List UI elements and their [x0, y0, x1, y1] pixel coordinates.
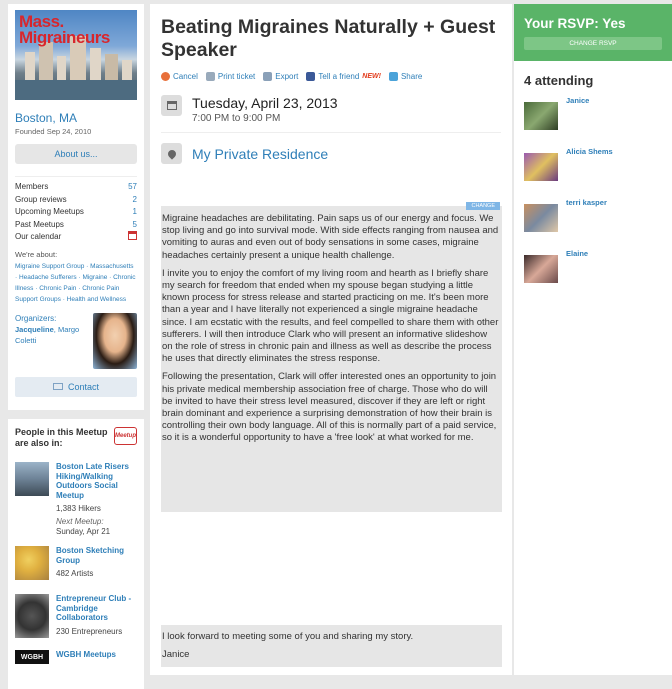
stat-value: 2	[132, 194, 137, 204]
description-paragraph: Following the presentation, Clark will offer interested ones an opportunity to join his private medical membership association free of charge. Those who do will be invited to have their stress level measured, discover if they are left or right brain dominant and experience a surprising demonstration of how their brain is controlling their own body language. All of this is normally part of a paid service, so it is a wonderful opportunity to have a 'free look' at what worked for me.	[162, 371, 497, 444]
export-icon	[263, 72, 272, 81]
event-description	[161, 203, 502, 512]
suggested-group-count: 230 Entrepreneurs	[56, 626, 123, 636]
change-rsvp-button[interactable]: CHANGE RSVP	[524, 37, 662, 50]
stat-label: Our calendar	[15, 232, 62, 241]
print-icon	[206, 72, 215, 81]
attendee-item[interactable]	[514, 249, 672, 300]
share-action[interactable]	[389, 72, 422, 81]
people-also-in-card	[8, 419, 144, 689]
twitter-icon	[389, 72, 398, 81]
logo-text: Mass. Migraineurs	[19, 12, 110, 47]
contact-button[interactable]	[15, 377, 137, 397]
closing-line: I look forward to meeting some of you and sharing my story.	[162, 631, 414, 642]
rsvp-column	[514, 4, 672, 675]
change-description-button[interactable]: CHANGE	[466, 202, 500, 210]
event-location	[161, 143, 501, 164]
cancel-action[interactable]	[161, 72, 198, 81]
stat-upcoming[interactable]	[15, 206, 137, 219]
avatar[interactable]	[524, 102, 558, 130]
attendee-item[interactable]	[514, 198, 672, 249]
facebook-icon	[306, 72, 315, 81]
mail-icon	[53, 383, 63, 390]
next-meetup-label: Next Meetup:	[56, 517, 104, 526]
group-thumbnail[interactable]	[15, 594, 49, 638]
meetup-logo: Meetup	[114, 427, 137, 445]
stat-value: 57	[128, 182, 137, 191]
event-title: Beating Migraines Naturally + Guest Speaker	[161, 16, 496, 61]
rsvp-status: Your RSVP: Yes	[524, 16, 626, 31]
event-actions	[161, 72, 501, 81]
suggested-group[interactable]	[15, 546, 137, 580]
description-paragraph: I invite you to enjoy the comfort of my living room and hearth as I briefly share my search for freedom that ended when my spouse began studying a little known process for stress release and started practicing on me. It's been more than a year and I have literally not experienced a single migraine headache since. I am ecstatic with the results, and feel compelled to share them with other sufferers. I will then introduce Clark who will present an informative slideshow on the role of stress in chronic pain and illness as well as describe the process he uses that directly eliminates the stress response.	[162, 267, 499, 365]
avatar[interactable]	[524, 153, 558, 181]
attendee-name[interactable]: terri kasper	[566, 198, 607, 207]
next-meetup-date: Sunday, Apr 21	[56, 527, 111, 536]
attendee-item[interactable]	[514, 147, 672, 198]
cancel-icon	[161, 72, 170, 81]
attending-count: 4 attending	[524, 73, 594, 88]
left-column	[8, 4, 144, 689]
people-title: People in this Meetup are also in:	[15, 427, 108, 448]
topic-links[interactable]: Migraine Support Group · Massachusetts · Headache Sufferers · Migraine · Chronic Illness · Chronic Pain · Chronic Pain Support Groups · Health and Wellness	[15, 262, 136, 303]
suggested-group[interactable]	[15, 594, 137, 638]
group-thumbnail[interactable]	[15, 546, 49, 580]
event-time: 7:00 PM to 9:00 PM	[192, 113, 281, 124]
event-date: Tuesday, April 23, 2013	[192, 95, 338, 111]
group-city[interactable]: Boston, MA	[15, 111, 78, 125]
suggested-group-count: 1,383 Hikers	[56, 504, 101, 513]
calendar-icon	[161, 95, 182, 116]
suggested-group-name[interactable]: WGBH Meetups	[56, 650, 116, 659]
event-closing	[161, 625, 502, 667]
description-paragraph: Migraine headaches are debilitating. Pain saps us of our energy and focus. We stop living and go into survival mode. With side effects ranging from nausea and vomiting to auras and even out of body sensations in some cases, migraine headaches certainly present a unique health challenge.	[162, 213, 499, 261]
stat-label: Upcoming Meetups	[15, 207, 84, 216]
suggested-group-name[interactable]: Entrepreneur Club - Cambridge Collaborators	[56, 594, 132, 622]
stat-value: 5	[132, 219, 137, 229]
stat-members[interactable]	[15, 181, 137, 194]
suggested-group-count: 482 Artists	[56, 569, 94, 578]
group-thumbnail[interactable]	[15, 462, 49, 496]
print-label: Print ticket	[217, 72, 256, 81]
rsvp-box	[514, 4, 672, 61]
stat-calendar[interactable]	[15, 231, 137, 244]
event-main	[150, 4, 512, 675]
about-title: We're about:	[15, 249, 58, 259]
attendee-item[interactable]	[514, 96, 672, 147]
founded-date: Founded Sep 24, 2010	[15, 127, 92, 136]
print-ticket-action[interactable]	[206, 72, 255, 81]
organizer-link-jacqueline[interactable]: Jacqueline	[15, 324, 54, 334]
about-us-button[interactable]: About us...	[15, 144, 137, 164]
about-section	[15, 250, 137, 305]
suggested-group-name[interactable]: Boston Late Risers Hiking/Walking Outdoors Social Meetup	[56, 462, 129, 500]
stat-label: Group reviews	[15, 194, 67, 204]
share-label: Share	[400, 72, 423, 81]
organizer-photo[interactable]	[93, 313, 137, 369]
group-stats	[15, 176, 137, 244]
stat-value: 1	[132, 207, 137, 216]
stat-reviews[interactable]	[15, 194, 137, 207]
new-badge: NEW!	[362, 73, 381, 80]
avatar[interactable]	[524, 255, 558, 283]
export-action[interactable]	[263, 72, 298, 81]
stat-label: Past Meetups	[15, 219, 64, 229]
calendar-icon	[128, 231, 137, 240]
group-card	[8, 4, 144, 410]
attendee-name[interactable]: Elaine	[566, 249, 589, 258]
tell-label: Tell a friend	[318, 72, 360, 81]
venue-link[interactable]: My Private Residence	[192, 145, 329, 162]
suggested-group[interactable]	[15, 650, 137, 664]
map-pin-icon	[161, 143, 182, 164]
cancel-label: Cancel	[173, 72, 198, 81]
attendee-name[interactable]: Alicia Shems	[566, 147, 613, 156]
event-datetime	[161, 95, 501, 133]
organizers-section	[15, 313, 137, 369]
attendee-name[interactable]: Janice	[566, 96, 590, 105]
stat-past[interactable]	[15, 219, 137, 232]
group-logo[interactable]	[15, 10, 137, 100]
stat-label: Members	[15, 182, 49, 191]
wgbh-logo-icon[interactable]: WGBH	[15, 650, 49, 664]
suggested-group[interactable]	[15, 462, 137, 536]
organizers-label: Organizers:	[15, 313, 57, 323]
export-label: Export	[275, 72, 299, 81]
suggested-group-name[interactable]: Boston Sketching Group	[56, 546, 125, 565]
organizer-link-rest[interactable]: , Margo Coletti	[15, 324, 80, 345]
closing-signature: Janice	[162, 649, 190, 661]
avatar[interactable]	[524, 204, 558, 232]
contact-label: Contact	[67, 381, 100, 392]
tell-a-friend-action[interactable]	[306, 72, 381, 81]
